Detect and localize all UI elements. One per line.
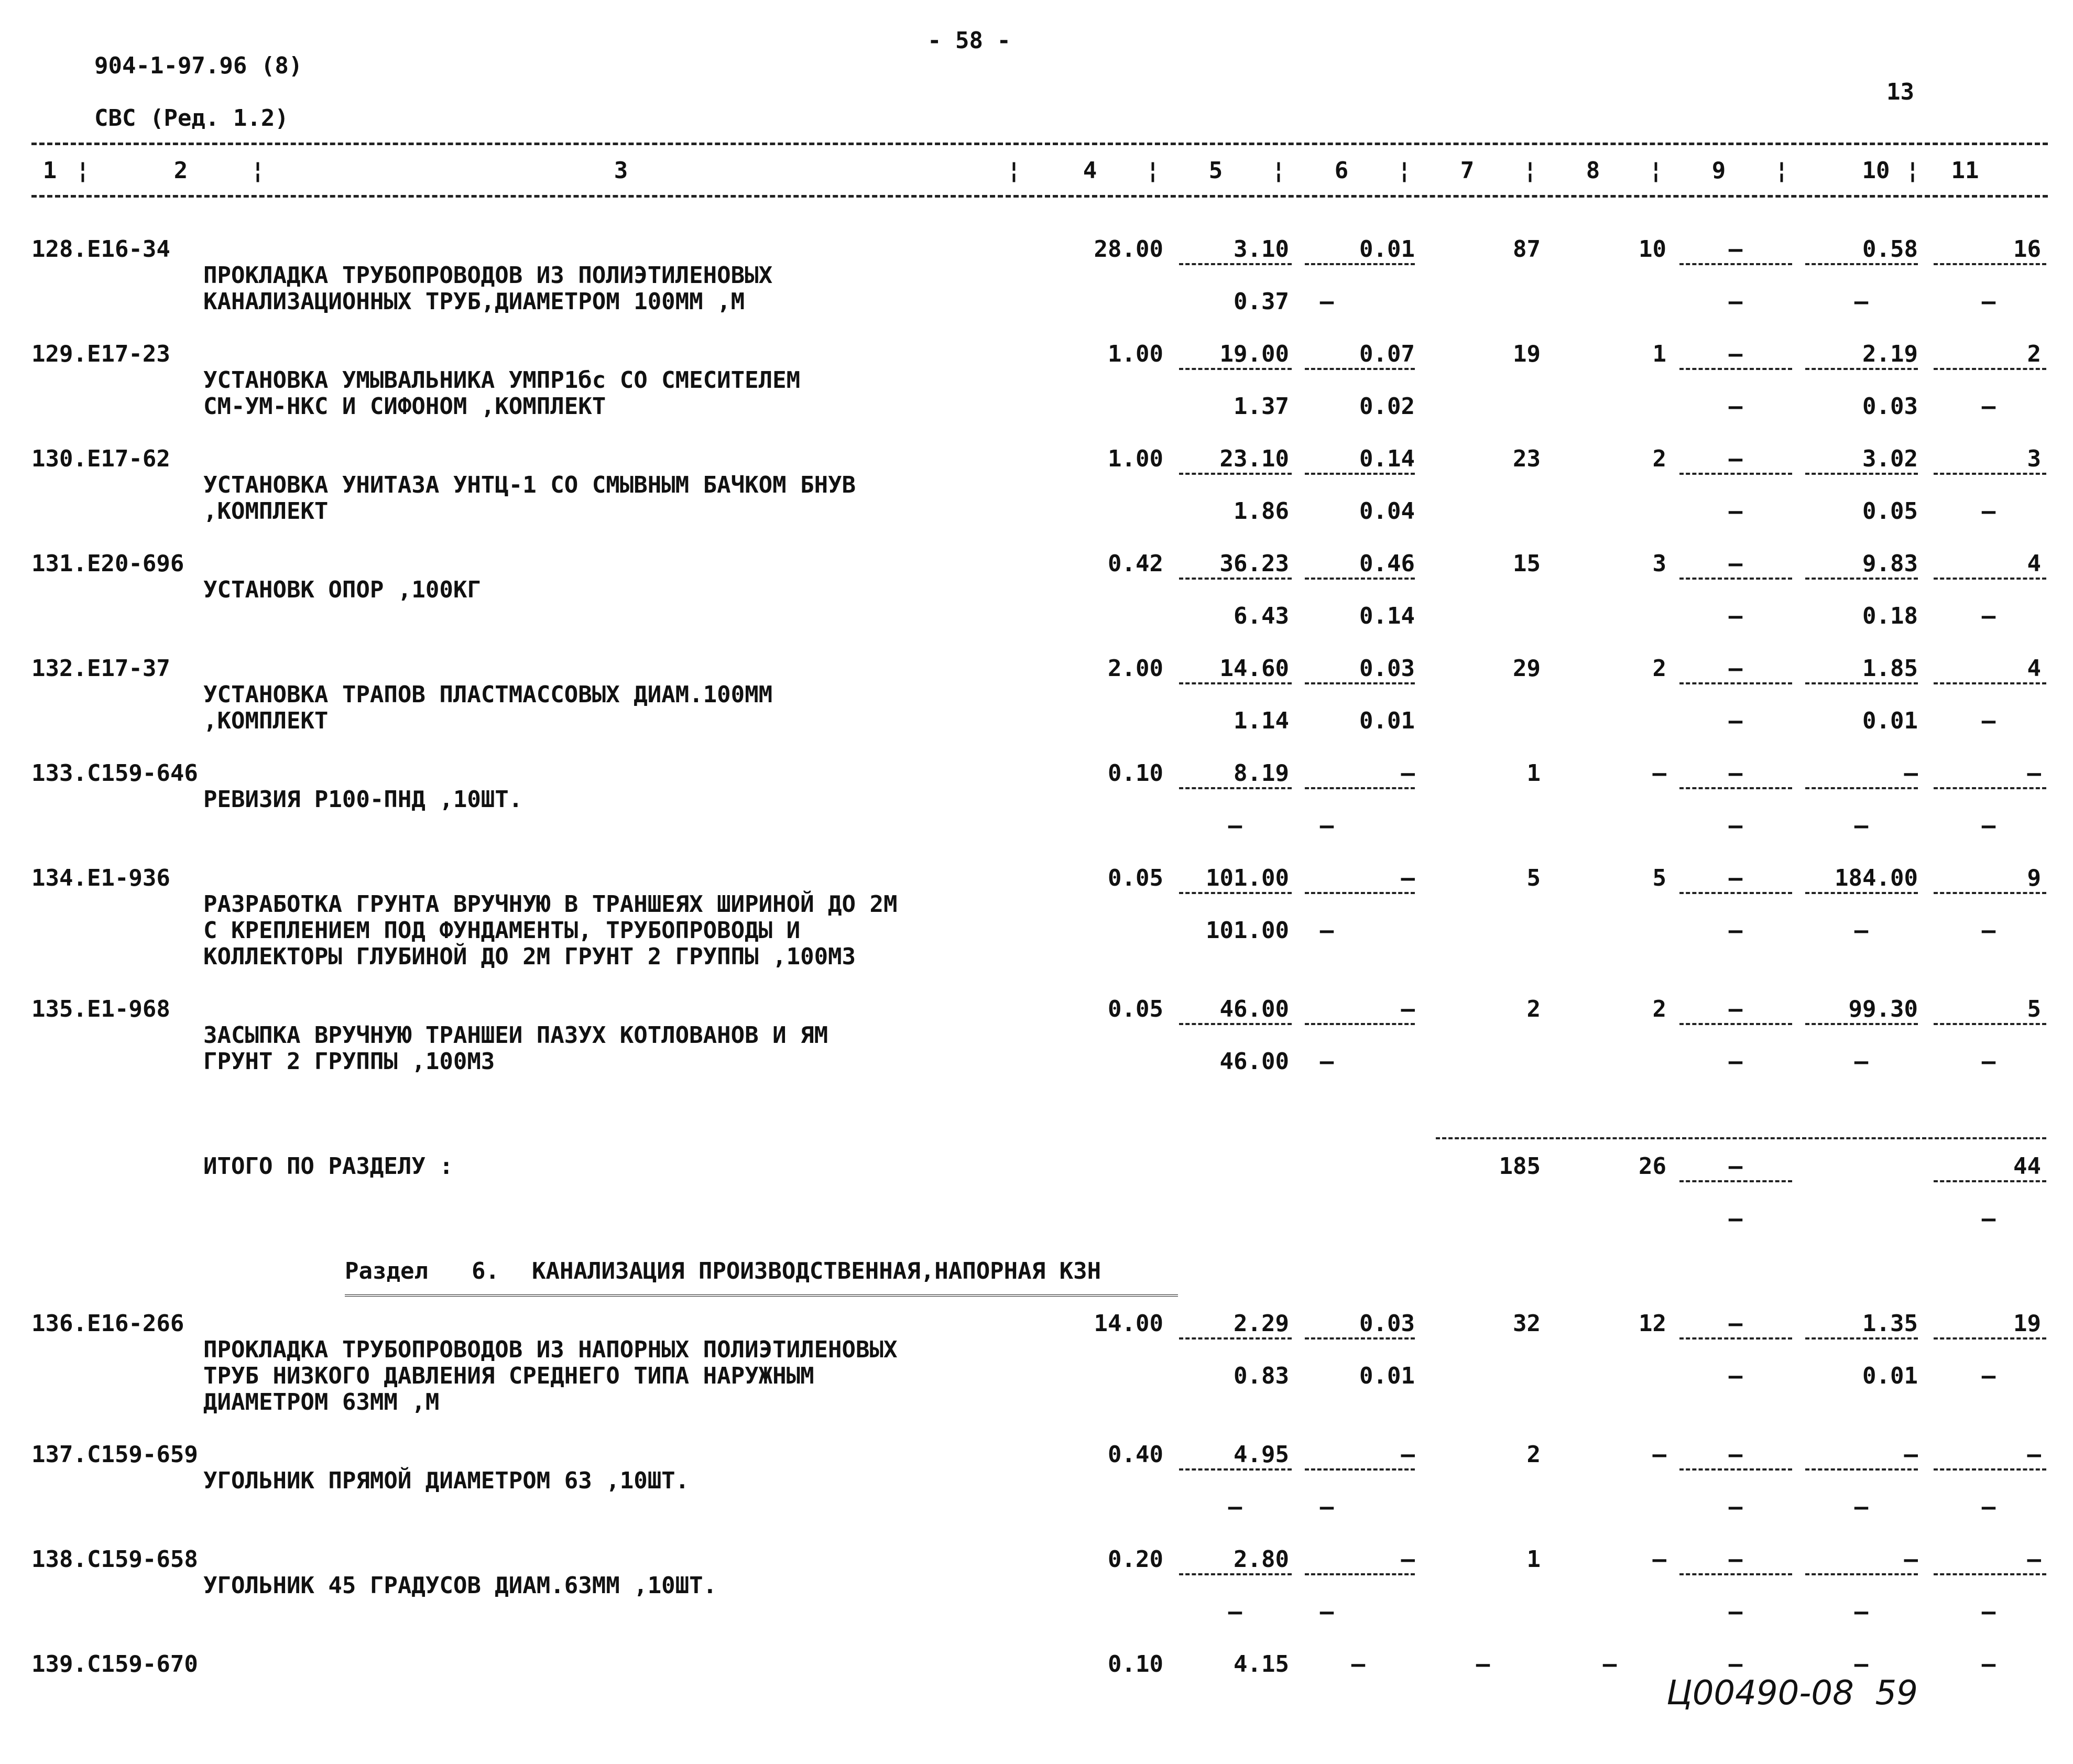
col6-sub-value: 0.01 bbox=[1359, 707, 1415, 734]
col10-sub-value: 0.03 bbox=[1862, 393, 1918, 420]
column-separator: ¦ bbox=[1271, 157, 1286, 184]
cell-divider-rule bbox=[1305, 682, 1415, 684]
col9-sub-value: – bbox=[1728, 812, 1743, 839]
col9-value: – bbox=[1728, 865, 1743, 891]
col9-value: – bbox=[1728, 445, 1743, 472]
col6-value: 0.07 bbox=[1359, 341, 1415, 367]
col9-value: – bbox=[1728, 760, 1743, 787]
col6-value: – bbox=[1401, 865, 1415, 891]
cell-divider-rule bbox=[1805, 1468, 1918, 1471]
total-col11-sub: – bbox=[1981, 1205, 1996, 1232]
cell-divider-rule bbox=[1305, 1573, 1415, 1575]
row-description: ЗАСЫПКА ВРУЧНУЮ ТРАНШЕИ ПАЗУХ КОТЛОВАНОВ И ЯМ bbox=[203, 1022, 828, 1049]
col9-sub-value: – bbox=[1728, 1363, 1743, 1389]
row-description: СМ-УМ-НКС И СИФОНОМ ,КОМПЛЕКТ bbox=[203, 393, 606, 420]
column-separator: ¦ bbox=[1523, 157, 1537, 184]
cell-divider-rule bbox=[1179, 1468, 1292, 1471]
row-description: ДИАМЕТРОМ 63ММ ,М bbox=[203, 1389, 440, 1415]
cell-divider-rule bbox=[1305, 368, 1415, 370]
unit-cost-sub-value: – bbox=[1228, 1598, 1242, 1625]
total-top-rule bbox=[1436, 1137, 2046, 1139]
unit-cost-value: 2.80 bbox=[1234, 1546, 1289, 1573]
col9-sub-value: – bbox=[1728, 1494, 1743, 1520]
row-code: 133.С159-646 bbox=[31, 760, 198, 787]
cell-divider-rule bbox=[1305, 787, 1415, 789]
col11-value: – bbox=[2027, 1441, 2041, 1468]
cell-divider-rule bbox=[1179, 892, 1292, 894]
cell-divider-rule bbox=[1934, 1337, 2046, 1340]
cell-divider-rule bbox=[1179, 787, 1292, 789]
column-header-11: 11 bbox=[1951, 157, 1979, 184]
row-description: УСТАНОВКА ТРАПОВ ПЛАСТМАССОВЫХ ДИАМ.100ММ bbox=[203, 681, 773, 708]
col6-sub-value: – bbox=[1319, 812, 1334, 839]
section-label: Раздел bbox=[345, 1258, 428, 1284]
column-header-7: 7 bbox=[1460, 157, 1475, 184]
unit-cost-value: 3.10 bbox=[1234, 236, 1289, 263]
cell-divider-rule bbox=[1679, 1337, 1792, 1340]
col9-sub-value: – bbox=[1728, 498, 1743, 525]
col9-value: – bbox=[1728, 1310, 1743, 1337]
row-code: 131.Е20-696 bbox=[31, 550, 184, 577]
col10-value: – bbox=[1854, 1651, 1869, 1678]
col11-sub-value: – bbox=[1981, 288, 1996, 315]
cell-divider-rule bbox=[1805, 892, 1918, 894]
col11-sub-value: – bbox=[1981, 603, 1996, 629]
cell-divider-rule bbox=[1679, 473, 1792, 475]
col10-value: – bbox=[1904, 1441, 1918, 1468]
row-code: 134.Е1-936 bbox=[31, 865, 170, 891]
total-col9-sub: – bbox=[1728, 1205, 1743, 1232]
row-description: РЕВИЗИЯ Р100-ПНД ,10ШТ. bbox=[203, 786, 523, 813]
col9-sub-value: – bbox=[1728, 1048, 1743, 1075]
col6-sub-value: – bbox=[1319, 1494, 1334, 1520]
unit-cost-sub-value: 0.83 bbox=[1234, 1363, 1289, 1389]
cell-divider-rule bbox=[1305, 892, 1415, 894]
row-code: 135.Е1-968 bbox=[31, 996, 170, 1022]
col10-value: – bbox=[1904, 1546, 1918, 1573]
cell-divider-rule bbox=[1679, 1180, 1792, 1182]
unit-cost-value: 101.00 bbox=[1206, 865, 1289, 891]
col11-value: 2 bbox=[2027, 341, 2041, 367]
col9-sub-value: – bbox=[1728, 1598, 1743, 1625]
cell-divider-rule bbox=[1679, 368, 1792, 370]
row-code: 132.Е17-37 bbox=[31, 655, 170, 682]
section-number: 6. bbox=[472, 1258, 499, 1284]
row-description: РАЗРАБОТКА ГРУНТА ВРУЧНУЮ В ТРАНШЕЯХ ШИРИНОЙ ДО 2М bbox=[203, 891, 898, 918]
cell-divider-rule bbox=[1179, 578, 1292, 580]
cell-divider-rule bbox=[1179, 1573, 1292, 1575]
col11-value: 16 bbox=[2013, 236, 2041, 263]
col6-sub-value: 0.01 bbox=[1359, 1363, 1415, 1389]
col11-sub-value: – bbox=[1981, 498, 1996, 525]
quantity-value: 1.00 bbox=[1108, 341, 1163, 367]
unit-cost-value: 4.95 bbox=[1234, 1441, 1289, 1468]
quantity-value: 2.00 bbox=[1108, 655, 1163, 682]
row-description: ТРУБ НИЗКОГО ДАВЛЕНИЯ СРЕДНЕГО ТИПА НАРУЖНЫМ bbox=[203, 1363, 814, 1389]
col6-sub-value: – bbox=[1319, 288, 1334, 315]
row-description: ПРОКЛАДКА ТРУБОПРОВОДОВ ИЗ НАПОРНЫХ ПОЛИЭТИЛЕНОВЫХ bbox=[203, 1336, 898, 1363]
unit-cost-sub-value: 1.86 bbox=[1234, 498, 1289, 525]
col10-sub-value: – bbox=[1854, 917, 1869, 944]
cell-divider-rule bbox=[1934, 1573, 2046, 1575]
column-header-5: 5 bbox=[1208, 157, 1223, 184]
row-description: УСТАНОВКА УМЫВАЛЬНИКА УМПР1бс СО СМЕСИТЕЛЕМ bbox=[203, 367, 801, 394]
column-header-2: 2 bbox=[173, 157, 188, 184]
cell-divider-rule bbox=[1305, 473, 1415, 475]
cell-divider-rule bbox=[1679, 892, 1792, 894]
cell-divider-rule bbox=[1934, 892, 2046, 894]
col7-value: 23 bbox=[1513, 445, 1541, 472]
col9-value: – bbox=[1728, 996, 1743, 1022]
col11-sub-value: – bbox=[1981, 917, 1996, 944]
quantity-value: 0.05 bbox=[1108, 996, 1163, 1022]
col11-sub-value: – bbox=[1981, 1494, 1996, 1520]
quantity-value: 0.10 bbox=[1108, 760, 1163, 787]
col8-value: – bbox=[1602, 1651, 1617, 1678]
quantity-value: 1.00 bbox=[1108, 445, 1163, 472]
col10-sub-value: – bbox=[1854, 1494, 1869, 1520]
cell-divider-rule bbox=[1805, 578, 1918, 580]
col10-value: 1.85 bbox=[1862, 655, 1918, 682]
header-bottom-rule bbox=[31, 195, 2048, 198]
col9-value: – bbox=[1728, 1546, 1743, 1573]
cell-divider-rule bbox=[1934, 1180, 2046, 1182]
col8-value: 3 bbox=[1652, 550, 1666, 577]
cell-divider-rule bbox=[1934, 263, 2046, 265]
col6-sub-value: 0.04 bbox=[1359, 498, 1415, 525]
col10-value: 2.19 bbox=[1862, 341, 1918, 367]
col9-sub-value: – bbox=[1728, 393, 1743, 420]
col7-value: 5 bbox=[1526, 865, 1541, 891]
col10-value: 3.02 bbox=[1862, 445, 1918, 472]
col10-sub-value: – bbox=[1854, 1048, 1869, 1075]
col7-value: 15 bbox=[1513, 550, 1541, 577]
quantity-value: 0.42 bbox=[1108, 550, 1163, 577]
cell-divider-rule bbox=[1805, 473, 1918, 475]
unit-cost-value: 23.10 bbox=[1219, 445, 1289, 472]
row-description: УГОЛЬНИК 45 ГРАДУСОВ ДИАМ.63ММ ,10ШТ. bbox=[203, 1572, 717, 1599]
col7-value: 32 bbox=[1513, 1310, 1541, 1337]
handwritten-note: Ц00490-08 59 bbox=[1666, 1674, 1918, 1713]
column-separator: ¦ bbox=[1905, 157, 1920, 184]
total-col11: 44 bbox=[2013, 1153, 2041, 1180]
col9-sub-value: – bbox=[1728, 603, 1743, 629]
col7-value: 2 bbox=[1526, 996, 1541, 1022]
quantity-value: 14.00 bbox=[1094, 1310, 1163, 1337]
cell-divider-rule bbox=[1934, 473, 2046, 475]
col11-sub-value: – bbox=[1981, 393, 1996, 420]
cell-divider-rule bbox=[1305, 1023, 1415, 1025]
col8-value: 2 bbox=[1652, 655, 1666, 682]
col10-value: 1.35 bbox=[1862, 1310, 1918, 1337]
unit-cost-value: 14.60 bbox=[1219, 655, 1289, 682]
col11-sub-value: – bbox=[1981, 1598, 1996, 1625]
col6-value: – bbox=[1401, 1441, 1415, 1468]
col11-value: 19 bbox=[2013, 1310, 2041, 1337]
column-header-10: 10 bbox=[1862, 157, 1890, 184]
column-separator: ¦ bbox=[1649, 157, 1663, 184]
row-code: 130.Е17-62 bbox=[31, 445, 170, 472]
unit-cost-value: 2.29 bbox=[1234, 1310, 1289, 1337]
quantity-value: 0.20 bbox=[1108, 1546, 1163, 1573]
col7-value: 1 bbox=[1526, 1546, 1541, 1573]
col9-sub-value: – bbox=[1728, 917, 1743, 944]
cell-divider-rule bbox=[1179, 1023, 1292, 1025]
column-header-4: 4 bbox=[1083, 157, 1097, 184]
cell-divider-rule bbox=[1805, 787, 1918, 789]
cell-divider-rule bbox=[1179, 368, 1292, 370]
column-separator: ¦ bbox=[250, 157, 265, 184]
row-description: УГОЛЬНИК ПРЯМОЙ ДИАМЕТРОМ 63 ,10ШТ. bbox=[203, 1467, 690, 1494]
col8-value: 10 bbox=[1639, 236, 1666, 263]
cell-divider-rule bbox=[1679, 787, 1792, 789]
column-separator: ¦ bbox=[1145, 157, 1160, 184]
col6-value: 0.03 bbox=[1359, 1310, 1415, 1337]
col10-value: 0.58 bbox=[1862, 236, 1918, 263]
col11-value: – bbox=[1981, 1651, 1996, 1678]
cell-divider-rule bbox=[1305, 1468, 1415, 1471]
col10-value: – bbox=[1904, 760, 1918, 787]
cell-divider-rule bbox=[1934, 1468, 2046, 1471]
cell-divider-rule bbox=[1679, 578, 1792, 580]
column-header-8: 8 bbox=[1586, 157, 1600, 184]
cell-divider-rule bbox=[1179, 682, 1292, 684]
unit-cost-sub-value: – bbox=[1228, 812, 1242, 839]
column-separator: ¦ bbox=[1007, 157, 1021, 184]
total-col7: 185 bbox=[1499, 1153, 1541, 1180]
cell-divider-rule bbox=[1805, 1023, 1918, 1025]
cell-divider-rule bbox=[1679, 1023, 1792, 1025]
row-code: 136.Е16-266 bbox=[31, 1310, 184, 1337]
col10-sub-value: – bbox=[1854, 812, 1869, 839]
col8-value: – bbox=[1652, 1546, 1666, 1573]
col11-value: 9 bbox=[2027, 865, 2041, 891]
quantity-value: 28.00 bbox=[1094, 236, 1163, 263]
cell-divider-rule bbox=[1934, 578, 2046, 580]
row-description: УСТАНОВК ОПОР ,100КГ bbox=[203, 576, 481, 603]
col8-value: 1 bbox=[1652, 341, 1666, 367]
unit-cost-value: 19.00 bbox=[1219, 341, 1289, 367]
col6-sub-value: – bbox=[1319, 917, 1334, 944]
col9-value: – bbox=[1728, 550, 1743, 577]
unit-cost-value: 4.15 bbox=[1234, 1651, 1289, 1678]
col11-sub-value: – bbox=[1981, 707, 1996, 734]
row-description: КАНАЛИЗАЦИОННЫХ ТРУБ,ДИАМЕТРОМ 100ММ ,М bbox=[203, 288, 745, 315]
col6-sub-value: 0.02 bbox=[1359, 393, 1415, 420]
row-description: ,КОМПЛЕКТ bbox=[203, 707, 329, 734]
cell-divider-rule bbox=[1805, 368, 1918, 370]
col6-sub-value: – bbox=[1319, 1048, 1334, 1075]
cell-divider-rule bbox=[1934, 682, 2046, 684]
section-double-underline bbox=[345, 1294, 1178, 1298]
col9-sub-value: – bbox=[1728, 707, 1743, 734]
document-code: 904-1-97.96 (8) bbox=[94, 52, 303, 79]
unit-cost-sub-value: 1.14 bbox=[1234, 707, 1289, 734]
col6-value: – bbox=[1401, 1546, 1415, 1573]
row-code: 137.С159-659 bbox=[31, 1441, 198, 1468]
cell-divider-rule bbox=[1679, 682, 1792, 684]
total-label: ИТОГО ПО РАЗДЕЛУ : bbox=[203, 1153, 453, 1180]
header-top-rule bbox=[31, 143, 2048, 145]
col7-value: 29 bbox=[1513, 655, 1541, 682]
cell-divider-rule bbox=[1305, 578, 1415, 580]
unit-cost-value: 8.19 bbox=[1234, 760, 1289, 787]
cell-divider-rule bbox=[1934, 787, 2046, 789]
column-header-3: 3 bbox=[614, 157, 628, 184]
col9-sub-value: – bbox=[1728, 288, 1743, 315]
col11-sub-value: – bbox=[1981, 1363, 1996, 1389]
quantity-value: 0.40 bbox=[1108, 1441, 1163, 1468]
col8-value: 2 bbox=[1652, 996, 1666, 1022]
col6-value: – bbox=[1401, 760, 1415, 787]
unit-cost-value: 46.00 bbox=[1219, 996, 1289, 1022]
row-description: ПРОКЛАДКА ТРУБОПРОВОДОВ ИЗ ПОЛИЭТИЛЕНОВЫХ bbox=[203, 262, 773, 289]
col9-value: – bbox=[1728, 341, 1743, 367]
row-description: КОЛЛЕКТОРЫ ГЛУБИНОЙ ДО 2М ГРУНТ 2 ГРУППЫ ,100М3 bbox=[203, 943, 856, 970]
unit-cost-sub-value: 46.00 bbox=[1219, 1048, 1289, 1075]
col11-value: – bbox=[2027, 1546, 2041, 1573]
column-separator: ¦ bbox=[1774, 157, 1789, 184]
col6-value: 0.14 bbox=[1359, 445, 1415, 472]
col7-value: 19 bbox=[1513, 341, 1541, 367]
col7-value: 2 bbox=[1526, 1441, 1541, 1468]
cell-divider-rule bbox=[1305, 1337, 1415, 1340]
col7-value: 1 bbox=[1526, 760, 1541, 787]
column-header-1: 1 bbox=[42, 157, 57, 184]
col6-sub-value: – bbox=[1319, 1598, 1334, 1625]
col7-value: – bbox=[1476, 1651, 1490, 1678]
cell-divider-rule bbox=[1805, 1337, 1918, 1340]
col8-value: 12 bbox=[1639, 1310, 1666, 1337]
column-separator: ¦ bbox=[1397, 157, 1412, 184]
col9-value: – bbox=[1728, 1441, 1743, 1468]
column-header-9: 9 bbox=[1711, 157, 1726, 184]
total-col9: – bbox=[1728, 1153, 1743, 1180]
column-header-6: 6 bbox=[1334, 157, 1349, 184]
col10-value: 184.00 bbox=[1835, 865, 1918, 891]
cell-divider-rule bbox=[1305, 263, 1415, 265]
column-separator: ¦ bbox=[75, 157, 90, 184]
unit-cost-sub-value: – bbox=[1228, 1494, 1242, 1520]
row-code: 138.С159-658 bbox=[31, 1546, 198, 1573]
col9-value: – bbox=[1728, 1651, 1743, 1678]
col8-value: – bbox=[1652, 760, 1666, 787]
row-description: ,КОМПЛЕКТ bbox=[203, 498, 329, 525]
cell-divider-rule bbox=[1805, 682, 1918, 684]
col10-value: 99.30 bbox=[1848, 996, 1918, 1022]
row-description: УСТАНОВКА УНИТАЗА УНТЦ-1 СО СМЫВНЫМ БАЧКОМ БНУВ bbox=[203, 472, 856, 498]
quantity-value: 0.10 bbox=[1108, 1651, 1163, 1678]
col10-sub-value: 0.01 bbox=[1862, 1363, 1918, 1389]
col6-value: 0.03 bbox=[1359, 655, 1415, 682]
col6-value: – bbox=[1351, 1651, 1366, 1678]
row-description: ГРУНТ 2 ГРУППЫ ,100М3 bbox=[203, 1048, 495, 1075]
col10-sub-value: 0.18 bbox=[1862, 603, 1918, 629]
col8-value: 2 bbox=[1652, 445, 1666, 472]
unit-cost-value: 36.23 bbox=[1219, 550, 1289, 577]
cell-divider-rule bbox=[1934, 1023, 2046, 1025]
cell-divider-rule bbox=[1679, 1468, 1792, 1471]
col11-value: 4 bbox=[2027, 550, 2041, 577]
page-number: - 58 - bbox=[928, 27, 1011, 54]
col8-value: – bbox=[1652, 1441, 1666, 1468]
unit-cost-sub-value: 1.37 bbox=[1234, 393, 1289, 420]
row-code: 128.Е16-34 bbox=[31, 236, 170, 263]
col6-sub-value: 0.14 bbox=[1359, 603, 1415, 629]
col10-sub-value: 0.01 bbox=[1862, 707, 1918, 734]
col9-value: – bbox=[1728, 655, 1743, 682]
unit-cost-sub-value: 6.43 bbox=[1234, 603, 1289, 629]
col8-value: 5 bbox=[1652, 865, 1666, 891]
sheet-number: 13 bbox=[1886, 79, 1914, 105]
cell-divider-rule bbox=[1179, 1337, 1292, 1340]
col10-sub-value: – bbox=[1854, 288, 1869, 315]
cell-divider-rule bbox=[1679, 1573, 1792, 1575]
quantity-value: 0.05 bbox=[1108, 865, 1163, 891]
col11-value: 5 bbox=[2027, 996, 2041, 1022]
cell-divider-rule bbox=[1179, 263, 1292, 265]
col11-value: 4 bbox=[2027, 655, 2041, 682]
cell-divider-rule bbox=[1179, 473, 1292, 475]
col11-value: 3 bbox=[2027, 445, 2041, 472]
cell-divider-rule bbox=[1805, 263, 1918, 265]
unit-cost-sub-value: 101.00 bbox=[1206, 917, 1289, 944]
col10-value: 9.83 bbox=[1862, 550, 1918, 577]
cell-divider-rule bbox=[1679, 263, 1792, 265]
row-description: С КРЕПЛЕНИЕМ ПОД ФУНДАМЕНТЫ, ТРУБОПРОВОДЫ И bbox=[203, 917, 801, 944]
row-code: 139.С159-670 bbox=[31, 1651, 198, 1678]
col11-sub-value: – bbox=[1981, 1048, 1996, 1075]
row-code: 129.Е17-23 bbox=[31, 341, 170, 367]
col7-value: 87 bbox=[1513, 236, 1541, 263]
col6-value: 0.01 bbox=[1359, 236, 1415, 263]
col6-value: – bbox=[1401, 996, 1415, 1022]
cell-divider-rule bbox=[1805, 1573, 1918, 1575]
col6-value: 0.46 bbox=[1359, 550, 1415, 577]
col10-sub-value: – bbox=[1854, 1598, 1869, 1625]
unit-cost-sub-value: 0.37 bbox=[1234, 288, 1289, 315]
col11-value: – bbox=[2027, 760, 2041, 787]
col9-value: – bbox=[1728, 236, 1743, 263]
total-col8: 26 bbox=[1639, 1153, 1666, 1180]
cell-divider-rule bbox=[1934, 368, 2046, 370]
edition-label: СВС (Ред. 1.2) bbox=[94, 105, 289, 132]
section-title: КАНАЛИЗАЦИЯ ПРОИЗВОДСТВЕННАЯ,НАПОРНАЯ К3Н bbox=[532, 1258, 1101, 1284]
col11-sub-value: – bbox=[1981, 812, 1996, 839]
col10-sub-value: 0.05 bbox=[1862, 498, 1918, 525]
